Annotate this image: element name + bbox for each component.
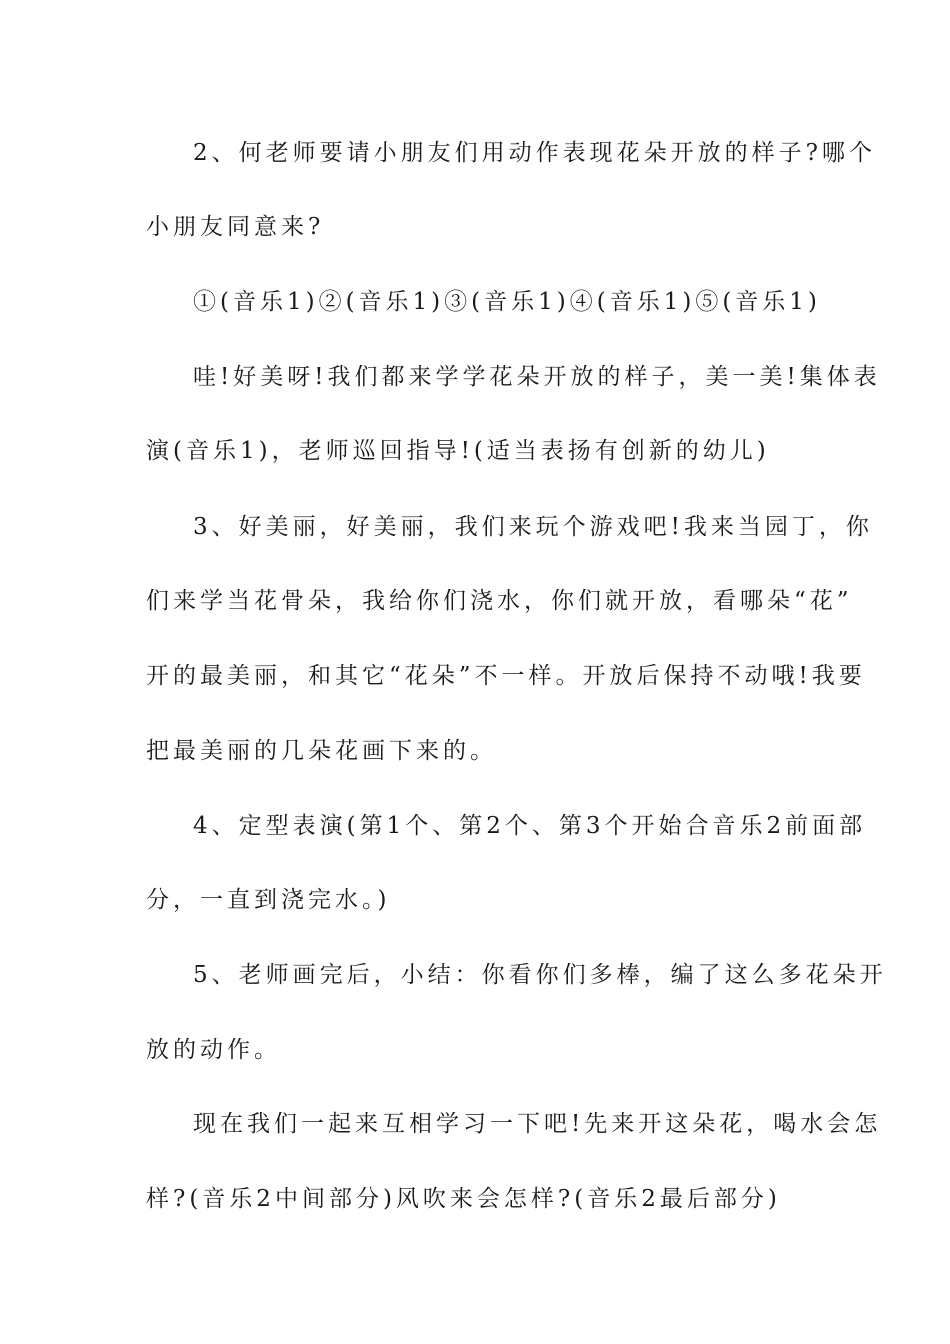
text-line: 哇!好美呀!我们都来学学花朵开放的样子，美一美!集体表 xyxy=(193,364,881,390)
text-line: 分，一直到浇完水。) xyxy=(146,887,391,913)
text-line: 3、好美丽，好美丽，我们来玩个游戏吧!我来当园丁，你 xyxy=(193,514,873,540)
text-line: 开的最美丽，和其它“花朵”不一样。开放后保持不动哦!我要 xyxy=(146,663,866,689)
text-line: 们来学当花骨朵，我给你们浇水，你们就开放，看哪朵“花” xyxy=(146,588,853,614)
text-line: 4、定型表演(第1个、第2个、第3个开始合音乐2前面部 xyxy=(193,813,867,839)
text-line: 2、何老师要请小朋友们用动作表现花朵开放的样子?哪个 xyxy=(193,140,876,166)
text-line: 小朋友同意来? xyxy=(146,214,325,240)
text-line: 样?(音乐2中间部分)风吹来会怎样?(音乐2最后部分) xyxy=(146,1186,781,1212)
text-line: 演(音乐1)，老师巡回指导!(适当表扬有创新的幼儿) xyxy=(146,438,770,464)
text-line: ①(音乐1)②(音乐1)③(音乐1)④(音乐1)⑤(音乐1) xyxy=(193,289,821,315)
text-line: 把最美丽的几朵花画下来的。 xyxy=(146,738,497,764)
text-line: 5、老师画完后，小结：你看你们多棒，编了这么多花朵开 xyxy=(193,962,887,988)
text-line: 放的动作。 xyxy=(146,1037,281,1063)
text-line: 现在我们一起来互相学习一下吧!先来开这朵花，喝水会怎 xyxy=(193,1111,882,1137)
